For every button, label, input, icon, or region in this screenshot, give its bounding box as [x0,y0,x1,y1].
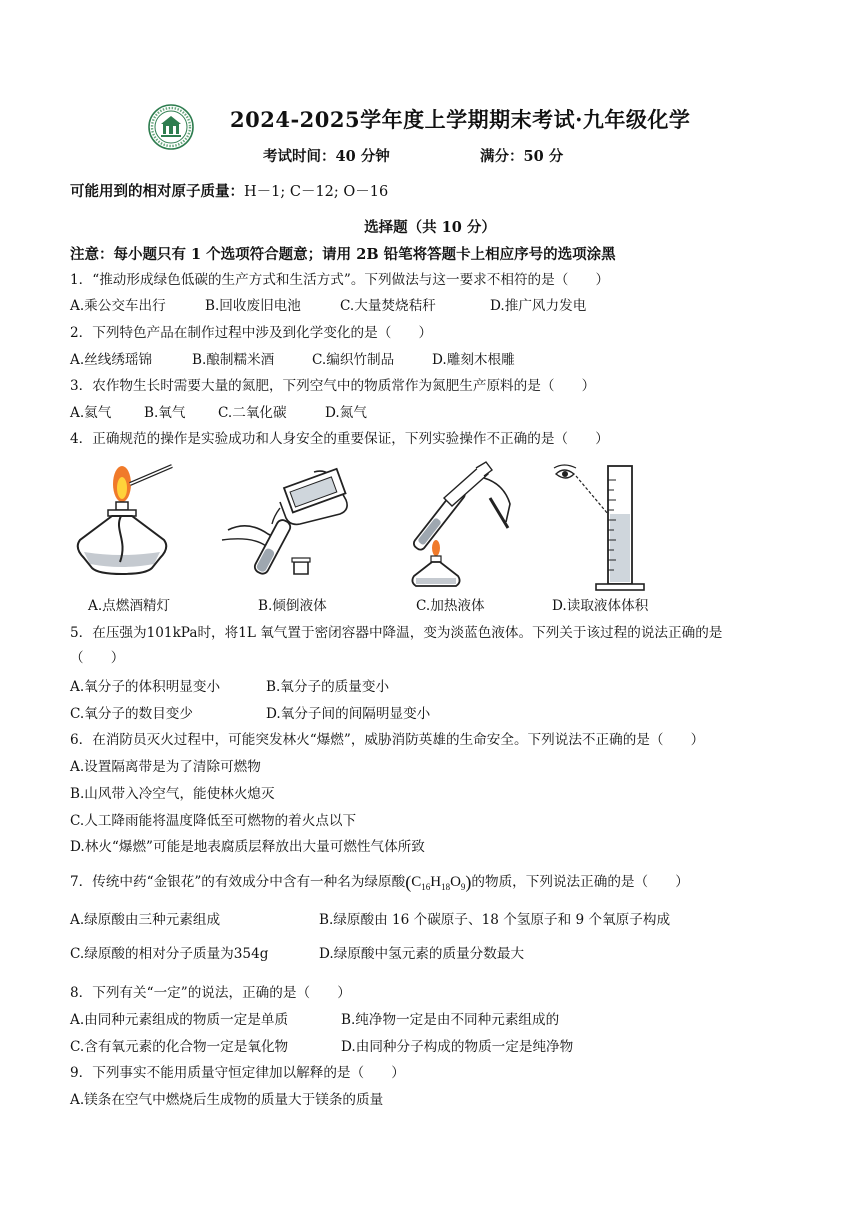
option[interactable]: D.绿原酸中氢元素的质量分数最大 [319,946,525,962]
option[interactable]: C.氧分子的数目变少 [70,706,193,722]
option[interactable]: A.镁条在空气中燃烧后生成物的质量大于镁条的质量 [70,1092,384,1108]
option[interactable]: A.乘公交车出行 [70,298,166,314]
question-7-stem [70,873,689,896]
question-1-options [70,297,586,315]
option[interactable]: D.读取液体体积 [552,598,649,614]
question-6-stem: 6．在消防员灭火过程中，可能突发林火“爆燃”，威胁消防英雄的生命安全。下列说法不正确的是（ ） [70,732,705,748]
question-2-stem: 2．下列特色产品在制作过程中涉及到化学变化的是（ ） [70,325,433,341]
exam-title: 2024-2025学年度上学期期末考试·九年级化学 [230,107,691,132]
question-5-paren: （ ） [70,650,125,666]
section-note: 注意：每小题只有 1 个选项符合题意；请用 2B 铅笔将答题卡上相应序号的选项涂黑 [70,246,616,263]
question-9-stem: 9．下列事实不能用质量守恒定律加以解释的是（ ） [70,1065,405,1081]
option[interactable]: D.推广风力发电 [490,298,587,314]
question-7-stem-a: 7．传统中药“金银花”的有效成分中含有一种名为绿原酸 [70,874,406,890]
question-7-options-row1 [70,911,670,929]
option[interactable]: B.山风带入冷空气，能使林火熄灭 [70,786,275,802]
option[interactable]: C.编织竹制品 [312,352,395,368]
reading-volume-figure[interactable] [550,458,660,593]
option[interactable]: C.大量焚烧秸秆 [340,298,436,314]
question-4-figures [70,458,790,593]
question-1-stem: 1．“推动形成绿色低碳的生产方式和生活方式”。下列做法与这一要求不相符的是（ ） [70,272,610,288]
exam-time: 考试时间：40 分钟 [263,148,390,165]
option[interactable]: A.设置隔离带是为了清除可燃物 [70,759,261,775]
option[interactable]: B.酿制糯米酒 [192,352,275,368]
option[interactable]: A.由同种元素组成的物质一定是单质 [70,1012,289,1028]
question-4-stem: 4．正确规范的操作是实验成功和人身安全的重要保证，下列实验操作不正确的是（ ） [70,431,609,447]
option[interactable]: D.林火“爆燃”可能是地表腐质层释放出大量可燃性气体所致 [70,839,425,855]
question-8-options-row1 [70,1011,559,1029]
option[interactable]: C.含有氧元素的化合物一定是氧化物 [70,1039,289,1055]
atoms-values: H－1; C－12; O－16 [244,184,389,200]
pouring-liquid-figure[interactable] [218,458,358,593]
option[interactable]: C.加热液体 [416,598,485,614]
option[interactable]: B.绿原酸由 16 个碳原子、18 个氢原子和 9 个氧原子构成 [319,912,671,928]
atoms-label: 可能用到的相对原子质量： [70,183,244,200]
question-8-stem: 8．下列有关“一定”的说法，正确的是（ ） [70,985,351,1001]
option[interactable]: B.氧气 [144,405,186,421]
option[interactable]: A.绿原酸由三种元素组成 [70,912,221,928]
relative-atomic-mass [70,180,388,201]
option[interactable]: D.雕刻木根雕 [432,352,515,368]
school-logo [148,104,194,150]
question-5-options-row1 [70,678,389,696]
question-5-options-row2 [70,705,430,723]
option[interactable]: B.倾倒液体 [258,598,327,614]
question-5-stem: 5．在压强为101kPa时，将1L 氧气置于密闭容器中降温，变为淡蓝色液体。下列关于该过程的说法正确的是 [70,625,723,641]
question-3-stem: 3．农作物生长时需要大量的氮肥，下列空气中的物质常作为氮肥生产原料的是（ ） [70,378,596,394]
section-title: 选择题（共 10 分） [364,219,496,236]
lighting-alcohol-lamp-figure[interactable] [70,458,200,593]
option[interactable]: B.氧分子的质量变小 [266,679,390,695]
option[interactable]: A.氧分子的体积明显变小 [70,679,221,695]
option[interactable]: C.绿原酸的相对分子质量为354g [70,946,269,962]
question-8-options-row2 [70,1038,573,1056]
option[interactable]: B.纯净物一定是由不同种元素组成的 [341,1012,560,1028]
question-7-options-row2 [70,945,524,963]
option[interactable]: A.丝线绣瑶锦 [70,352,153,368]
heating-liquid-figure[interactable] [406,458,526,593]
option[interactable]: A.氦气 [70,405,112,421]
question-7-stem-b: 的物质，下列说法正确的是（ ） [471,874,689,890]
question-3-options [70,404,367,422]
option[interactable]: C.二氧化碳 [218,405,287,421]
question-2-options [70,351,515,369]
option[interactable]: D.由同种分子构成的物质一定是纯净物 [341,1039,574,1055]
chlorogenic-acid-formula: $(C_{16}H_{18}O_9)$ [405,872,472,892]
option[interactable]: B.回收废旧电池 [205,298,301,314]
option[interactable]: A.点燃酒精灯 [88,598,171,614]
exam-score: 满分：50 分 [480,148,564,165]
option[interactable]: D.氮气 [325,405,367,421]
option[interactable]: C.人工降雨能将温度降低至可燃物的着火点以下 [70,813,357,829]
option[interactable]: D.氧分子间的间隔明显变小 [266,706,431,722]
